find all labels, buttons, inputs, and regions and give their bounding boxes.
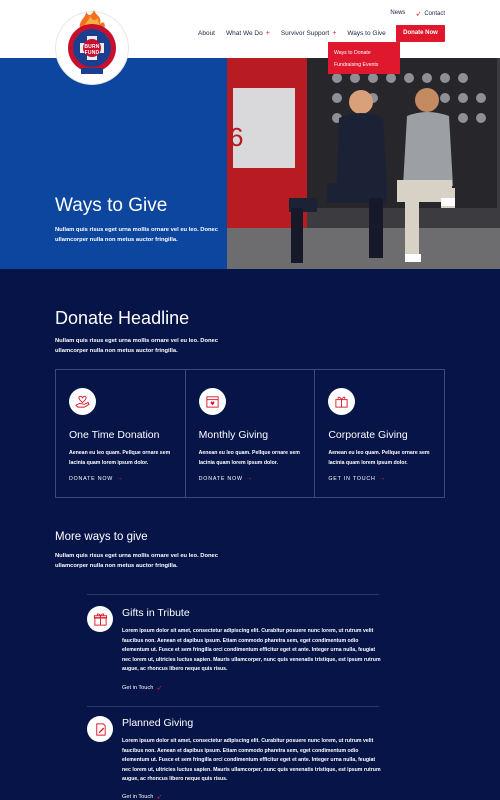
nav-item-survivor-support[interactable]	[281, 30, 337, 37]
main-nav	[198, 30, 386, 37]
hero-text: Nullam quis risus eget urna mollis ornare vel eu leo. Donec ullamcorper nulla non metus auctor fringilla.	[55, 227, 219, 243]
send-icon: ➶	[156, 685, 163, 692]
gift-heart-icon	[328, 388, 355, 415]
link-label: Get in Touch	[122, 794, 154, 800]
nav-item-ways-to-give[interactable]	[347, 30, 385, 37]
get-in-touch-link[interactable]	[122, 793, 162, 800]
hero-title: Ways to Give	[55, 195, 168, 216]
card-one-time-donation	[56, 370, 186, 497]
card-title: Monthly Giving	[198, 429, 269, 441]
card-text: Aenean eu leo quam. Pellque ornare sem lacinia quam lorem ipsum dolor.	[69, 450, 171, 466]
pen-paper-icon	[87, 716, 113, 742]
nav-label: What We Do	[226, 30, 263, 37]
get-in-touch-link[interactable]	[122, 684, 162, 692]
donate-now-link[interactable]	[199, 475, 315, 482]
burn-fund-logo[interactable]	[56, 8, 128, 86]
send-icon: ➶	[415, 11, 422, 18]
logo-line: FUND	[84, 50, 100, 56]
contact-label: Contact	[424, 11, 445, 17]
hero-section	[0, 58, 500, 269]
donation-cards	[55, 369, 445, 498]
item-gifts-in-tribute	[87, 606, 379, 701]
divider	[87, 594, 379, 595]
divider	[87, 706, 379, 707]
link-label: DONATE NOW	[198, 475, 243, 482]
item-title: Gifts in Tribute	[122, 607, 190, 619]
plus-icon: +	[332, 30, 337, 37]
card-monthly-giving	[186, 370, 316, 497]
logo-wordmark	[56, 44, 128, 56]
nav-item-what-we-do[interactable]	[226, 30, 270, 37]
donate-headline: Donate Headline	[55, 308, 190, 328]
ways-to-give-dropdown	[328, 42, 400, 74]
link-label: GET IN TOUCH	[328, 475, 376, 482]
news-link[interactable]: News	[390, 10, 406, 16]
card-corporate-giving	[315, 370, 444, 497]
item-text: Lorem ipsum dolor sit amet, consectetur adipiscing elit. Curabitur posuere nunc lorem, ut rutrum velit faucibus non. Aenean et dapibus ipsum. Etiam commodo pharetra sem, eget condimentum odio elementum ut. Fusce et sem fringilla orci condimentum efficitur eget et ante. Integer urna nulla, feugiat nec lorem ut, ultricies luctus sapien. Mauris ullamcorper, nunc quis venenatis tristique, est ipsum rutrum augue, ac rhoncus libero neque quis risus.	[122, 738, 381, 783]
item-planned-giving	[87, 716, 379, 800]
contact-link[interactable]	[415, 10, 445, 18]
nav-label: Ways to Give	[347, 30, 386, 37]
link-label: Get in Touch	[122, 685, 154, 691]
nav-label: Survivor Support	[280, 30, 330, 37]
gift-icon	[87, 606, 113, 632]
svg-text:6: 6	[229, 122, 244, 152]
card-text: Aenean eu leo quam. Pellque ornare sem lacinia quam lorem ipsum dolor.	[198, 450, 300, 466]
arrow-right-icon: →	[116, 475, 124, 482]
arrow-right-icon: →	[245, 475, 254, 482]
nav-label: About	[198, 30, 215, 37]
card-title: One Time Donation	[69, 429, 160, 441]
hero-photo-illustration	[227, 58, 500, 269]
item-title: Planned Giving	[122, 717, 194, 729]
link-label: DONATE NOW	[69, 475, 114, 482]
utility-nav	[390, 10, 445, 18]
get-in-touch-link[interactable]	[328, 475, 444, 482]
send-icon: ➶	[156, 794, 163, 800]
more-ways-text: Nullam quis risus eget urna mollis ornare vel eu leo. Donec ullamcorper nulla non metus auctor fringilla.	[55, 553, 219, 569]
logo-line: BURN	[84, 44, 100, 50]
plus-icon: +	[265, 30, 270, 37]
dropdown-item-fundraising-events[interactable]: Fundraising Events	[334, 62, 379, 68]
hero-photo-firefighters	[227, 58, 500, 269]
item-text: Lorem ipsum dolor sit amet, consectetur adipiscing elit. Curabitur posuere nunc lorem, ut rutrum velit faucibus non. Aenean et dapibus ipsum. Etiam commodo pharetra sem, eget condimentum odio elementum ut. Fusce et sem fringilla orci condimentum efficitur eget et ante. Integer urna nulla, feugiat nec lorem ut, ultricies luctus sapien. Mauris ullamcorper, nunc quis venenatis tristique, est ipsum rutrum augue, ac rhoncus libero neque quis risus.	[122, 628, 381, 673]
donate-now-link[interactable]	[69, 475, 185, 482]
dropdown-item-ways-to-donate[interactable]: Ways to Donate	[334, 50, 371, 56]
calendar-heart-icon	[199, 388, 226, 415]
card-text: Aenean eu leo quam. Pellque ornare sem lacinia quam lorem ipsum dolor.	[328, 450, 430, 466]
heart-hand-icon	[69, 388, 96, 415]
more-ways-title: More ways to give	[55, 531, 148, 543]
nav-item-about[interactable]	[198, 30, 215, 37]
donate-intro-text: Nullam quis risus eget urna mollis ornare vel eu leo. Donec ullamcorper nulla non metus auctor fringilla.	[55, 338, 219, 354]
card-title: Corporate Giving	[328, 429, 408, 441]
arrow-right-icon: →	[378, 475, 387, 482]
donate-now-button[interactable]: Donate Now	[396, 25, 445, 42]
